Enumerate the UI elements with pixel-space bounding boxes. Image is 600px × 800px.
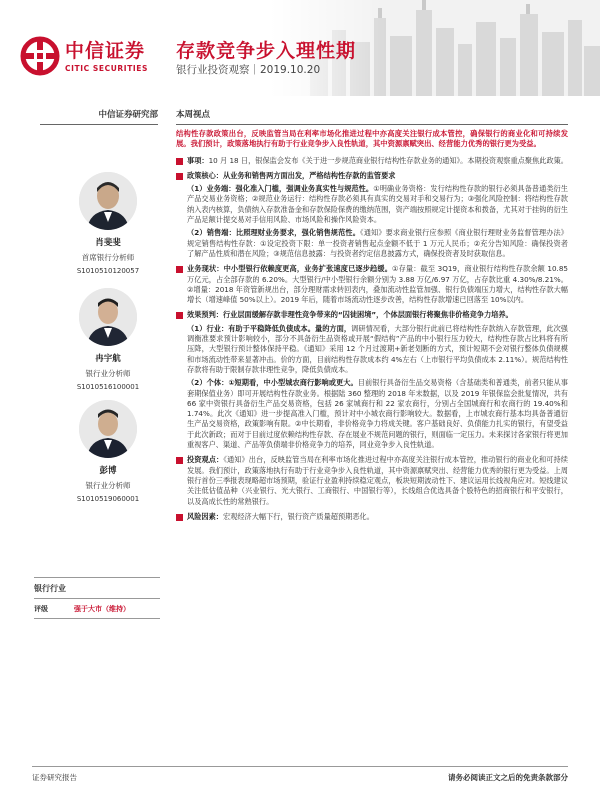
bullet-square-icon [176,514,183,521]
bullet-item [176,455,568,506]
bullet-item [176,310,568,450]
advice-text: 《通知》出台，反映监管当局在利率市场化推进过程中亦高度关注银行成本管控，推动银行的商业化和可持续发展。我们预计，政策落地执行有助于行业竞争步入良性轨道，其中资源禀赋突出、经营能力优秀的银行更为受益。上周银行首份三季报表现略超市场预期，验证行业盈利持续稳定观点，板块短期波动性下、建议运用长线视角应对。短线建议关注低估值品种（兴业银行、光大银行、工商银行、中国银行等），长线组合优选具备个股特色的招商银行和平安银行，以及高成长性的常熟银行。 [187,455,568,506]
footer-disclaimer: 请务必阅读正文之后的免责条款部分 [448,773,568,782]
status-text: ①存量：截至 3Q19，商业银行结构性存款余额 10.85 万亿元，占全部存款的 6.20%。大型银行/中小型银行余额分别为 3.88 万亿/6.97 万亿，占存款比重 4.30%/8.21%。②增量：2018 年资管新规出台，部分理财需求转回表内，叠加流动性监管加强、银行负债端压力增大，结构性存款大幅增长（增速峰值 50%以上）。2019 年后，随着市场流动性逐步改善，结构性存款增速已回落至 10%以内。 [187,264,568,305]
risk-text: 宏观经济大幅下行，银行资产质量超预期恶化。 [222,511,374,521]
status-head: 业务现状：中小型银行依赖度更高，业务扩张速度已逐步趋缓。 [187,264,393,274]
bullet-head: 政策核心：从业务和销售两方面出发，严格结构性存款的监管要求 [187,170,396,180]
analyst-license-id: S1010519060001 [76,495,140,503]
analyst-role: 首席银行分析师 [81,253,135,262]
analyst-card [60,172,156,275]
analyst-card [60,288,156,391]
page-footer [32,766,568,783]
rating-label: 评级 [34,605,48,613]
industry-rating-box [34,577,160,619]
analyst-license-id: S1010510120057 [76,267,140,275]
forecast-2-head: （2）个体：①短期看，中小型城农商行影响或更大。 [187,378,358,388]
bullet-square-icon [176,266,183,273]
brand-name-en: CITIC SECURITIES [65,63,149,73]
forecast-1-head: （1）行业：有助于平稳降低负债成本。量的方面， [187,323,352,333]
forecast-head: 效果预判：行业层面缓解存款非理性竞争带来的“囚徒困境”，个体层面银行将聚焦非价格竞争力培养。 [187,310,513,320]
bullet-square-icon [176,312,183,319]
rating-value: 强于大市（维持） [74,605,130,613]
footer-left-text: 证券研究报告 [32,773,77,782]
analyst-portrait-icon [79,400,137,458]
report-title: 存款竞争步入理性期 [176,40,357,62]
risk-head: 风险因素： [187,511,223,521]
rating-row [34,599,160,619]
report-header [0,0,600,96]
institute-name: 中信证券研究部 [40,108,158,125]
industry-name: 银行行业 [34,578,160,599]
bullet-list [176,156,568,523]
section-title: 本周视点 [176,108,568,125]
analyst-portrait-icon [79,288,137,346]
report-subtitle: 银行业投资观察｜2019.10.20 [176,64,321,76]
bullet-square-icon [176,158,183,165]
analyst-name: 肖斐斐 [95,238,121,248]
policy-1-head: （1）业务端：强化准入门槛，强调业务真实性与规范性。 [187,184,374,194]
analyst-name: 彭博 [99,466,117,476]
analyst-role: 银行业分析师 [85,481,131,490]
bullet-square-icon [176,173,183,180]
bullet-square-icon [176,457,183,464]
forecast-1-text: 调研情况看，大部分银行此前已将结构性存款纳入存款管理，此次强调衡准要求预计影响较小，部分不具备衍生品资格或开展“假结构”产品的中小银行压力较大，结构性存款占比料将有所压降，大型银行预计整体保持平稳。《通知》采用 12 个月过渡期+新老划断的方式，预计短期不会对银行整体负债规模和市场流动性带来显著冲击。价的方面，目前结构性存款成本约 4%左右（上市银行平均负债成本 2.11%）。规范结构性存款将有助于限制存款非理性竞争，降低负债成本。 [187,323,568,374]
analyst-portrait-icon [79,172,137,230]
advice-head: 投资观点： [187,455,224,465]
bullet-item [176,156,568,166]
analyst-license-id: S1010516100001 [76,383,140,391]
bullet-head: 事项： [187,155,209,165]
bullet-item [176,264,568,305]
policy-1-text: ①明确业务资格：发行结构性存款的银行必须具备普通类衍生产品交易业务资格；②规范业务运行：结构性存款必须具有真实的交易对手和交易行为；③强化风险控制：将结构性存款纳入表内核算，负债纳入存款准备金和存款保险保费的缴纳范围，资产端按照规定计提资本和拨备，尤其对于挂钩的衍生产品足额计提交易对手信用风险、市场风险和操作风险资本。 [187,184,568,225]
bullet-text: 10 月 18 日，银保监会发布《关于进一步规范商业银行结构性存款业务的通知》。本期投资观察重点聚焦此政策。 [208,155,568,165]
main-content [176,108,568,522]
forecast-2-text: 目前银行具备衍生品交易资格（含基础类和普通类，前者只能从事套期保值业务）即可开展结构性存款业务。根据陆 360 整理的 2018 年末数据，以及 2019 年银保监会批复情况，共有 66 家中资银行具备衍生产品交易资格，包括 26 家城商行和 22 家农商行，分别占全国城商行和农商行的 19.40%和 1.74%。此次《通知》进一步提高准入门槛，预计对中小城农商行影响较大。数据看，上市城农商行基本均具备普通衍生产品交易资格，政策影响有限。②中长期看，非价格竞争力将成关键。客户基础良好、负债能力扎实的银行，有望受益于此次新政；而对于目前过度依赖结构性存款、存在展业不规范问题的银行，则面临一定压力。未来探讨各家银行将更加重视客户、渠道、产品等负债端非价格竞争力的培养，同业竞争步入良性轨道。 [187,378,568,450]
analyst-role: 银行业分析师 [85,369,131,378]
policy-2-text: 《通知》要求商业银行应参照《商业银行理财业务监督管理办法》规定销售结构性存款：①设定投资下限：单一投资者销售起点金额不低于 1 万元人民币；②充分告知风险：确保投资者了解产品性质和潜在风险；③规范信息披露：与投资者约定信息披露方式，确保投资者及时获取信息。 [187,228,568,258]
analyst-card [60,400,156,503]
citic-logo-icon [20,36,60,76]
bullet-item [176,512,568,522]
policy-2-head: （2）销售端：比照理财业务要求，强化销售规范性。 [187,228,361,238]
lead-summary: 结构性存款政策出台，反映监管当局在利率市场化推进过程中亦高度关注银行成本管控，确保银行的商业化和可持续发展。我们预计，政策落地执行有助于行业竞争步入良性轨道，其中资源禀赋突出、经营能力优秀的银行更为受益。 [176,129,568,149]
citic-logo [20,36,148,76]
bullet-item [176,171,568,259]
analyst-name: 冉宇航 [95,354,121,364]
left-sidebar [40,108,158,125]
brand-name-cn: 中信证券 [65,39,146,62]
